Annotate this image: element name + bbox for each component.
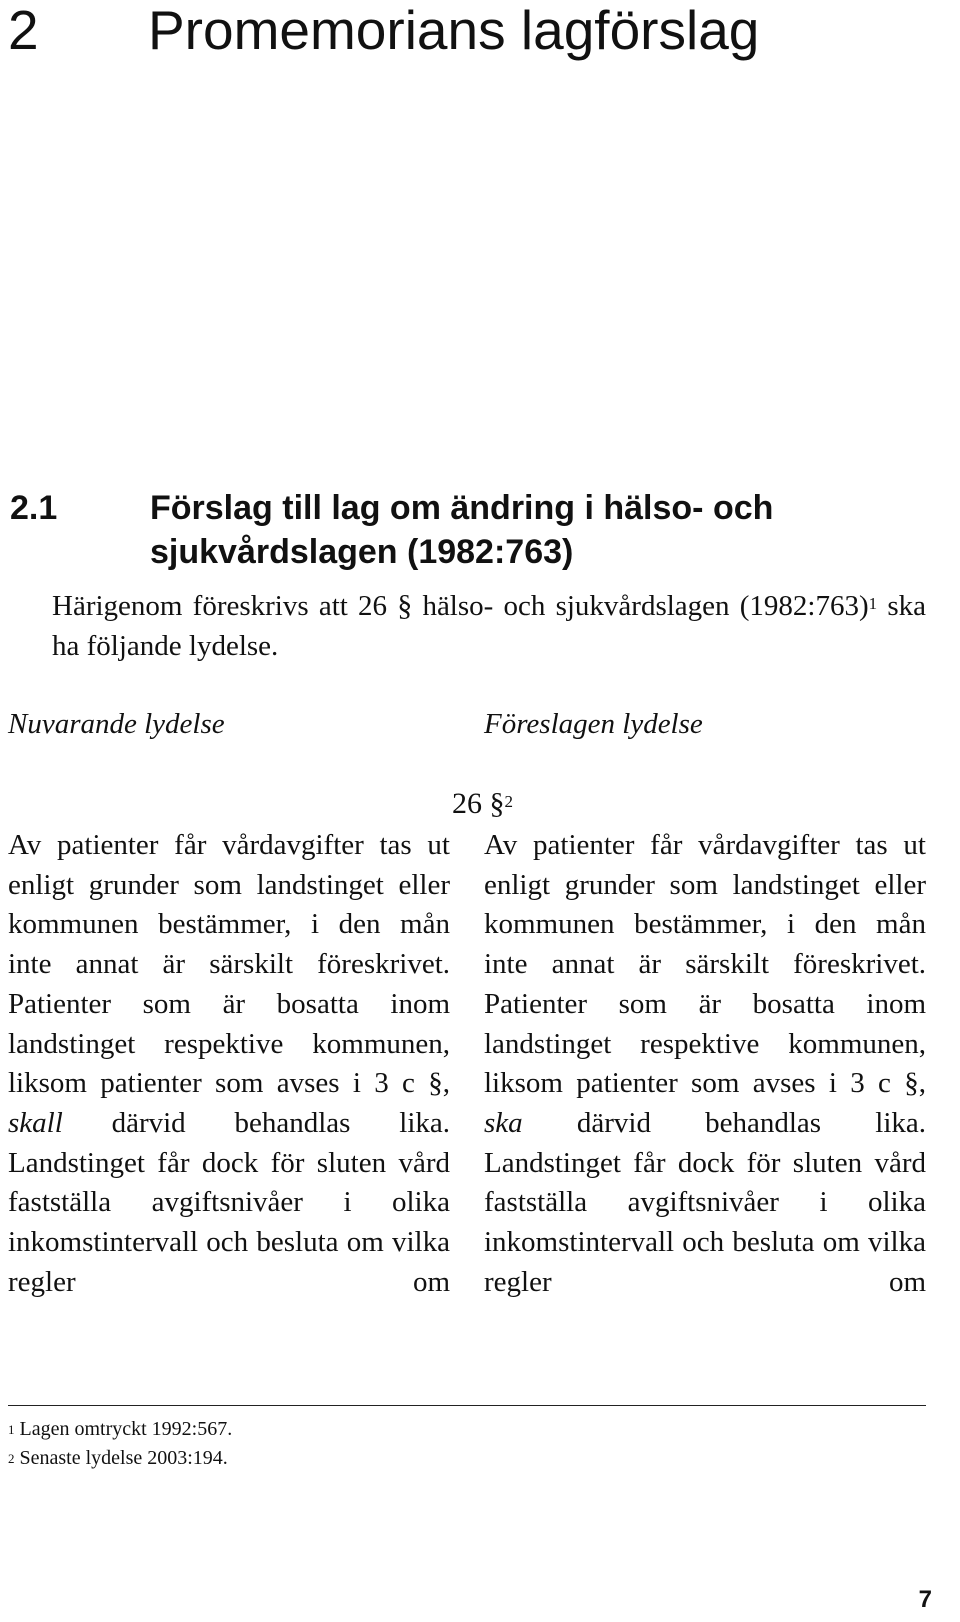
proposed-wording-heading: Föreslagen lydelse <box>484 708 703 740</box>
section-sign: § <box>397 589 413 622</box>
intro-text-2: hälso- och sjukvårdslagen (1982:763) <box>422 590 869 622</box>
current-text-emphasis: skall <box>8 1106 63 1139</box>
section-title: Förslag till lag om ändring i hälso- och sjukvårdslagen (1982:763) <box>150 489 774 571</box>
proposed-text-emphasis: ska <box>484 1106 523 1139</box>
proposed-text-part-2: därvid behandlas lika. Landstinget får dock för sluten vård fastställa avgiftsnivåer i olika inkomstintervall och besluta om vilka regler om <box>484 1106 927 1298</box>
footnote-1-text: Lagen omtryckt 1992:567. <box>19 1418 233 1440</box>
paragraph-number <box>452 784 513 824</box>
proposed-section-sign: § <box>904 1067 919 1100</box>
footnotes <box>8 1415 232 1473</box>
proposed-text-part-1: Av patienter får vårdavgifter tas ut enligt grunder som landstinget eller kommunen bestämmer, i den mån inte annat är särskilt föreskrivet. Patienter som är bosatta inom landstinget respektive kommunen, liksom patienter som avses i 3 c <box>484 829 926 1100</box>
current-wording-text: Av patienter får vårdavgifter tas ut enligt grunder som landstinget eller kommunen bestämmer, i den mån inte annat är särskilt föreskrivet. Patienter som är bosatta inom landstinget respektive kommunen, liksom patienter som avses i 3 c §, skall därvid behandlas lika. Landstinget får dock för sluten vård fastställa avgiftsnivåer i olika inkomstintervall och besluta om vilka regler om <box>8 829 450 1298</box>
proposed-wording-text: Av patienter får vårdavgifter tas ut enligt grunder som landstinget eller kommunen bestämmer, i den mån inte annat är särskilt föreskrivet. Patienter som är bosatta inom landstinget respektive kommunen, liksom patienter som avses i 3 c §, ska därvid behandlas lika. Landstinget får dock för sluten vård fastställa avgiftsnivåer i olika inkomstintervall och besluta om vilka regler om <box>484 829 927 1298</box>
chapter-number: 2 <box>8 0 39 61</box>
footnote-1-number: 1 <box>8 1422 15 1437</box>
footnote-ref-1: 1 <box>868 594 878 613</box>
section-number: 2.1 <box>10 489 58 527</box>
page-number: 7 <box>918 1586 932 1613</box>
footnote-divider <box>8 1405 926 1406</box>
footnote-2-text: Senaste lydelse 2003:194. <box>19 1447 228 1469</box>
intro-text-1: Härigenom föreskrivs att 26 <box>52 590 388 622</box>
chapter-title: Promemorians lagförslag <box>148 0 760 61</box>
intro-text-3: ska ha följande lydelse. <box>52 590 926 662</box>
current-text-part-1: Av patienter får vårdavgifter tas ut enligt grunder som landstinget eller kommunen bestämmer, i den mån inte annat är särskilt föreskrivet. Patienter som är bosatta inom landstinget respektive kommunen, liksom patienter som avses i 3 c <box>8 829 450 1100</box>
current-text-part-2: därvid behandlas lika. Landstinget får dock för sluten vård fastställa avgiftsnivåer i olika inkomstintervall och besluta om vilka regler om <box>8 1106 450 1298</box>
current-section-sign: § <box>428 1067 443 1100</box>
footnote-2 <box>8 1444 232 1473</box>
chapter-heading <box>8 0 759 60</box>
intro-paragraph <box>8 586 926 666</box>
current-wording-heading: Nuvarande lydelse <box>8 708 225 740</box>
paragraph-number-value: 26 <box>452 787 482 820</box>
footnote-2-number: 2 <box>8 1451 15 1466</box>
footnote-ref-2: 2 <box>504 792 513 811</box>
paragraph-section-sign: § <box>489 787 505 820</box>
footnote-1 <box>8 1415 232 1444</box>
